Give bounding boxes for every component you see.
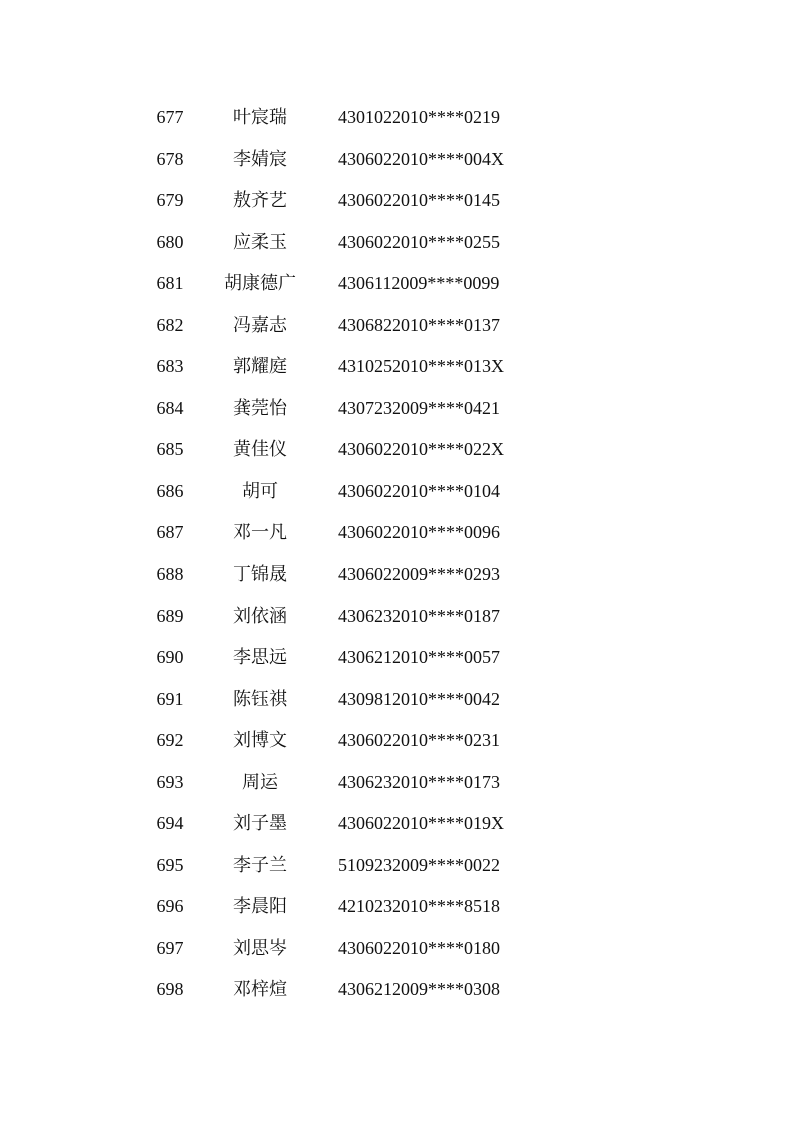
roster-row bbox=[0, 845, 793, 887]
id-number: 4306822010****0137 bbox=[338, 314, 500, 335]
roster-row bbox=[0, 679, 793, 721]
student-name: 邓梓煊 bbox=[233, 979, 287, 1001]
row-number: 692 bbox=[156, 730, 184, 751]
id-number: 4306232010****0173 bbox=[338, 771, 500, 792]
row-number: 689 bbox=[156, 605, 184, 626]
id-number: 4306022010****0096 bbox=[338, 522, 500, 543]
id-number: 5109232009****0022 bbox=[338, 854, 500, 875]
row-number: 679 bbox=[156, 190, 184, 211]
id-number: 4310252010****013X bbox=[338, 356, 504, 377]
roster-row bbox=[0, 554, 793, 596]
student-name: 李思远 bbox=[233, 647, 287, 669]
id-number: 4306112009****0099 bbox=[338, 273, 500, 294]
student-name: 周运 bbox=[242, 771, 278, 793]
id-number: 4306022010****0231 bbox=[338, 730, 500, 751]
roster-list bbox=[0, 97, 793, 1011]
student-name: 邓一凡 bbox=[233, 522, 287, 544]
row-number: 696 bbox=[156, 896, 184, 917]
id-number: 4306232010****0187 bbox=[338, 605, 500, 626]
roster-row bbox=[0, 429, 793, 471]
roster-row bbox=[0, 969, 793, 1011]
row-number: 691 bbox=[156, 688, 184, 709]
student-name: 李子兰 bbox=[233, 854, 287, 876]
student-name: 叶宸瑞 bbox=[233, 107, 287, 128]
row-number: 693 bbox=[156, 771, 184, 792]
row-number: 697 bbox=[156, 937, 184, 958]
roster-row bbox=[0, 346, 793, 388]
id-number: 4301022010****0219 bbox=[338, 107, 500, 127]
row-number: 688 bbox=[156, 564, 184, 585]
row-number: 684 bbox=[156, 397, 184, 418]
student-name: 李晨阳 bbox=[233, 896, 287, 918]
row-number: 685 bbox=[156, 439, 184, 460]
row-number: 695 bbox=[156, 854, 184, 875]
roster-row bbox=[0, 222, 793, 264]
row-number: 687 bbox=[156, 522, 184, 543]
id-number: 4306022010****004X bbox=[338, 148, 504, 169]
row-number: 677 bbox=[156, 107, 184, 127]
roster-row bbox=[0, 305, 793, 347]
id-number: 4306022010****019X bbox=[338, 813, 504, 834]
student-name: 冯嘉志 bbox=[233, 314, 287, 336]
row-number: 686 bbox=[156, 480, 184, 501]
student-name: 刘思岑 bbox=[233, 937, 287, 959]
row-number: 698 bbox=[156, 979, 184, 1000]
student-name: 郭耀庭 bbox=[233, 356, 287, 378]
roster-row bbox=[0, 762, 793, 804]
roster-row bbox=[0, 471, 793, 513]
row-number: 694 bbox=[156, 813, 184, 834]
row-number: 678 bbox=[156, 148, 184, 169]
roster-row bbox=[0, 720, 793, 762]
student-name: 刘依涵 bbox=[233, 605, 287, 627]
id-number: 4307232009****0421 bbox=[338, 397, 500, 418]
roster-row bbox=[0, 596, 793, 638]
roster-row bbox=[0, 637, 793, 679]
roster-row bbox=[0, 180, 793, 222]
row-number: 690 bbox=[156, 647, 184, 668]
roster-row bbox=[0, 263, 793, 305]
id-number: 4306022010****0180 bbox=[338, 937, 500, 958]
roster-row bbox=[0, 803, 793, 845]
id-number: 4306022010****022X bbox=[338, 439, 504, 460]
id-number: 4306212010****0057 bbox=[338, 647, 500, 668]
id-number: 4306022010****0255 bbox=[338, 231, 500, 252]
id-number: 4306022010****0104 bbox=[338, 480, 500, 501]
id-number: 4306022010****0145 bbox=[338, 190, 500, 211]
row-number: 683 bbox=[156, 356, 184, 377]
student-name: 丁锦晟 bbox=[233, 564, 287, 586]
student-name: 胡可 bbox=[242, 480, 278, 502]
student-name: 应柔玉 bbox=[233, 231, 287, 253]
row-number: 680 bbox=[156, 231, 184, 252]
student-name: 陈钰祺 bbox=[233, 688, 287, 710]
row-number: 681 bbox=[156, 273, 184, 294]
student-name: 李婧宸 bbox=[233, 148, 287, 170]
student-name: 刘子墨 bbox=[233, 813, 287, 835]
roster-row bbox=[0, 388, 793, 430]
id-number: 4306022009****0293 bbox=[338, 564, 500, 585]
student-name: 胡康德广 bbox=[224, 273, 296, 295]
roster-row bbox=[0, 512, 793, 554]
row-number: 682 bbox=[156, 314, 184, 335]
student-name: 黄佳仪 bbox=[233, 439, 287, 461]
roster-row bbox=[0, 139, 793, 181]
id-number: 4210232010****8518 bbox=[338, 896, 500, 917]
roster-row bbox=[0, 928, 793, 970]
student-name: 刘博文 bbox=[233, 730, 287, 752]
student-name: 龚莞怡 bbox=[233, 397, 287, 419]
roster-row bbox=[0, 886, 793, 928]
id-number: 4306212009****0308 bbox=[338, 979, 500, 1000]
id-number: 4309812010****0042 bbox=[338, 688, 500, 709]
student-name: 敖齐艺 bbox=[233, 190, 287, 212]
roster-row bbox=[0, 97, 793, 139]
